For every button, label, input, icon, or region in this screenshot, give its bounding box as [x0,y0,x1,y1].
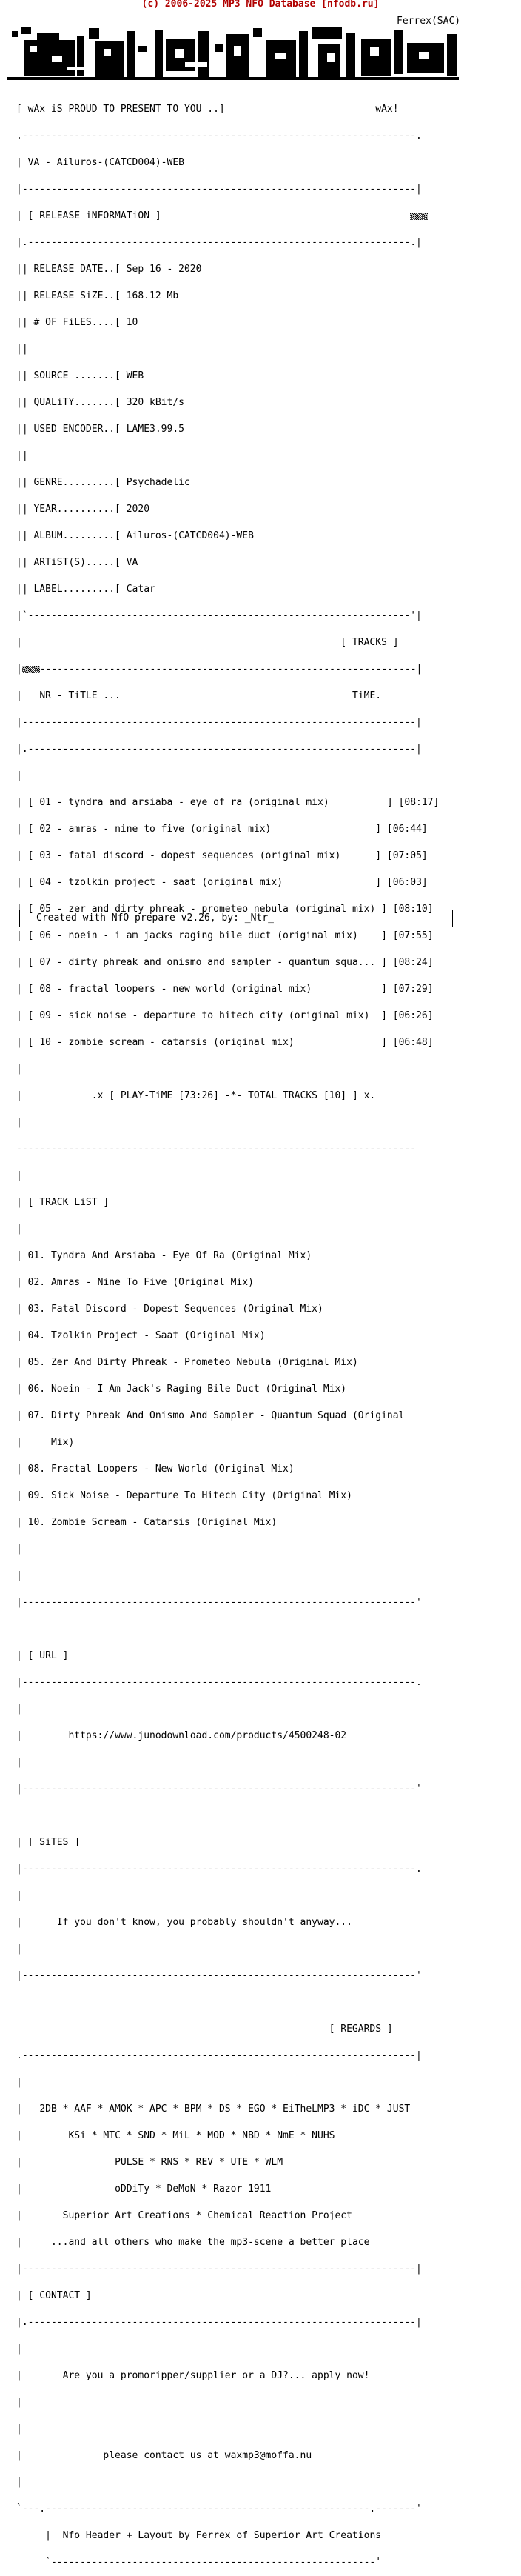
info-label: GENRE.........[ [33,477,121,488]
sites-heading: [ SiTES ] [27,1837,81,1848]
track-header-title: NR - TiTLE ... [39,690,121,701]
shade-block [410,213,428,220]
blank-line: | [16,1943,22,1955]
blank-line: | [16,1890,22,1901]
info-label: ARTiST(S).....[ [33,557,121,568]
info-value: Sep 16 - 2020 [126,264,202,275]
tracks-heading-line: | [ TRACKS ] [16,637,399,648]
regards-line: | PULSE * RNS * REV * UTE * WLM [16,2157,283,2168]
rule-line: |--------------------------------------------------------------------' [16,1783,422,1795]
info-row: || # OF FiLES....[ 10 [16,317,138,328]
blank-line: | [16,1224,22,1235]
blank-line: | [16,1170,22,1181]
track-title: tyndra and arsiaba - eye of ra (original mix) [68,797,329,808]
logo-credit: Ferrex(SAC) [397,16,461,27]
blank-line: | [16,1544,22,1555]
track-row: | [ 07 - dirty phreak and onismo and sampler - quantum squa... ] [08:24] [16,957,434,968]
info-value: WEB [126,370,144,381]
rule-line: |.-------------------------------------------------------------------| [16,2317,422,2328]
info-row: || ARTiST(S).....[ VA [16,557,138,568]
track-title: amras - nine to five (original mix) [68,824,272,835]
track-time: 07:05 [392,850,422,861]
track-nr: 05 [39,904,51,915]
info-value: VA [126,557,138,568]
release-title: VA - Ailuros-(CATCD004)-WEB [27,157,184,168]
blank-line: | [16,2343,22,2355]
track-time: 07:29 [398,984,428,995]
info-value: Ailuros-(CATCD004)-WEB [126,530,254,541]
blank-line: | [16,1064,22,1075]
rule-line: .--------------------------------------------------------------------| [16,2050,422,2061]
blank-line [16,1812,460,1821]
release-url-link[interactable]: https://www.junodownload.com/products/4500248-02 [68,1730,347,1741]
track-time: 06:26 [398,1010,428,1021]
track-time: 06:03 [392,877,422,888]
info-label: RELEASE DATE..[ [33,264,121,275]
track-nr: 06 [39,930,51,941]
rule-line: |--------------------------------------------------------------------| [16,717,422,728]
layout-credit-line: | Nfo Header + Layout by Ferrex of Superior Art Creations [16,2530,382,2541]
info-value: 320 kBit/s [126,397,184,408]
track-row: | [ 06 - noein - i am jacks raging bile duct (original mix) ] [07:55] [16,930,434,941]
track-title: fractal loopers - new world (original mix) [68,984,312,995]
info-value: 168.12 Mb [126,290,179,301]
blank-line: | [16,1117,22,1128]
info-label: LABEL.........[ [33,584,121,595]
intro-line [16,105,460,114]
info-row: || SOURCE .......[ WEB [16,370,144,381]
track-title: zombie scream - catarsis (original mix) [68,1037,295,1048]
info-row: || LABEL.........[ Catar [16,584,155,595]
sites-heading-line: | [ SiTES ] [16,1837,81,1848]
track-list-text: 07. Dirty Phreak And Onismo And Sampler - Quantum Squad (Original [27,1410,405,1421]
track-row: | [ 03 - fatal discord - dopest sequences (original mix) ] [07:05] [16,850,428,861]
rule-line: .--------------------------------------------------------------------. [16,130,422,141]
track-time: 08:24 [398,957,428,968]
regards-heading-line [16,2025,460,2034]
track-nr: 07 [39,957,51,968]
blank-line: | [16,2397,22,2408]
info-value: 2020 [126,504,150,515]
blank-line: | [16,2423,22,2435]
track-list-heading-line: | [ TRACK LiST ] [16,1197,110,1208]
regards-text: Superior Art Creations * Chemical Reaction Project [62,2210,352,2221]
track-row: | [ 10 - zombie scream - catarsis (original mix) ] [06:48] [16,1037,434,1048]
blank-line: | [16,1757,22,1768]
track-list-item: | 08. Fractal Loopers - New World (Original Mix) [16,1464,295,1475]
track-title: tzolkin project - saat (original mix) [68,877,283,888]
info-label: # OF FiLES....[ [33,317,121,328]
info-row: || YEAR..........[ 2020 [16,504,150,515]
track-list-item: | 07. Dirty Phreak And Onismo And Sampler - Quantum Squad (Original [16,1410,405,1421]
logo-tag: wAx! [375,104,399,115]
regards-line: | oDDiTy * DeMoN * Razor 1911 [16,2183,272,2195]
rule-line: |--------------------------------------------------------------------. [16,1863,422,1875]
track-row: | [ 01 - tyndra and arsiaba - eye of ra (original mix) ] [08:17] [16,797,440,808]
track-title: dirty phreak and onismo and sampler - quantum squa... [68,957,376,968]
rule-line: `---.--------------------------------------------------------.-------' [16,2503,422,2515]
regards-line: | ...and all others who make the mp3-scene a better place [16,2237,370,2248]
track-list-text: 05. Zer And Dirty Phreak - Prometeo Nebula (Original Mix) [27,1357,358,1368]
url-heading-line: | [ URL ] [16,1650,69,1661]
rule-line: |--------------------------------------------------------------------' [16,1597,422,1608]
rule-line: | -----------------------------------------------------------------| [16,664,423,675]
nfo-prepare-stamp [19,910,453,927]
rule-line: |--------------------------------------------------------------------. [16,1677,422,1688]
regards-line: | Superior Art Creations * Chemical Reaction Project [16,2210,352,2221]
playtime-summary: .x [ PLAY-TiME [73:26] -*- TOTAL TRACKS [10] ] x. [91,1090,376,1101]
rule-line: --------------------------------------------------------------------- [16,1144,417,1155]
release-info-heading: [ RELEASE iNFORMATiON ] [27,210,161,221]
track-row: | [ 04 - tzolkin project - saat (original mix) ] [06:03] [16,877,428,888]
rule-line: |`------------------------------------------------------------------'| [16,610,422,621]
regards-line: | KSi * MTC * SND * MiL * MOD * NBD * NmE * NUHS [16,2130,335,2141]
regards-text: KSi * MTC * SND * MiL * MOD * NBD * NmE * NUHS [68,2130,335,2141]
nfo-document [16,87,460,2576]
info-label: ALBUM.........[ [33,530,121,541]
rule-line: |--------------------------------------------------------------------| [16,184,422,195]
track-time: 08:17 [404,797,434,808]
blank-line [16,1998,460,2007]
tracks-heading: [ TRACKS ] [340,637,399,648]
info-row: || USED ENCODER..[ LAME3.99.5 [16,424,184,435]
track-list-item: | 04. Tzolkin Project - Saat (Original Mix) [16,1330,266,1341]
release-info-heading-line: | [ RELEASE iNFORMATiON ] [16,212,460,221]
wax-ascii-logo [7,24,466,89]
track-header-time: TiME. [352,690,382,701]
track-time: 06:44 [392,824,422,835]
track-list-item: | 09. Sick Noise - Departure To Hitech City (Original Mix) [16,1490,352,1501]
info-value: 10 [126,317,138,328]
contact-text: Are you a promoripper/supplier or a DJ?... apply now! [62,2370,370,2381]
info-row: || RELEASE SiZE..[ 168.12 Mb [16,290,179,301]
contact-line: | Are you a promoripper/supplier or a DJ?... apply now! [16,2370,370,2381]
url-line: | https://www.junodownload.com/products/4500248-02 [16,1730,347,1741]
track-list-text: 09. Sick Noise - Departure To Hitech City (Original Mix) [27,1490,352,1501]
rule-line: |.-------------------------------------------------------------------| [16,744,422,755]
track-title: zer and dirty phreak - prometeo nebula (original mix) [68,904,376,915]
track-title: fatal discord - dopest sequences (original mix) [68,850,341,861]
track-list-text: Mix) [27,1437,75,1448]
track-list-item: | Mix) [16,1437,75,1448]
url-heading: [ URL ] [27,1650,69,1661]
info-label: QUALiTY.......[ [33,397,121,408]
track-list-item: | 05. Zer And Dirty Phreak - Prometeo Nebula (Original Mix) [16,1357,358,1368]
track-list-item: | 02. Amras - Nine To Five (Original Mix) [16,1277,254,1288]
sites-line: | If you don't know, you probably shouldn't anyway... [16,1917,352,1928]
track-list-item: | 10. Zombie Scream - Catarsis (Original Mix) [16,1517,278,1528]
track-header-line: | NR - TiTLE ... TiME. [16,690,382,701]
blank-line: | [16,1570,22,1581]
track-list-item: | 01. Tyndra And Arsiaba - Eye Of Ra (Original Mix) [16,1250,312,1261]
contact-line: | please contact us at waxmp3@moffa.nu [16,2450,312,2461]
layout-credit: Nfo Header + Layout by Ferrex of Superior Art Creations [62,2530,382,2541]
track-list-item: | 03. Fatal Discord - Dopest Sequences (Original Mix) [16,1304,323,1315]
track-list-text: 10. Zombie Scream - Catarsis (Original Mix) [27,1517,278,1528]
regards-text: 2DB * AAF * AMOK * APC * BPM * DS * EGO * EiTheLMP3 * iDC * JUST [39,2103,411,2115]
track-nr: 04 [39,877,51,888]
regards-line: | 2DB * AAF * AMOK * APC * BPM * DS * EGO * EiTheLMP3 * iDC * JUST [16,2103,411,2115]
track-nr: 10 [39,1037,51,1048]
nfodb-banner: (c) 2006-2025 MP3 NFO Database [nfodb.ru] [141,0,380,10]
track-time: 07:55 [398,930,428,941]
sites-text: If you don't know, you probably shouldn't anyway... [56,1917,352,1928]
info-row: || GENRE.........[ Psychadelic [16,477,190,488]
info-label: YEAR..........[ [33,504,121,515]
track-row: | [ 09 - sick noise - departure to hitech city (original mix) ] [06:26] [16,1010,434,1021]
info-row: || RELEASE DATE..[ Sep 16 - 2020 [16,264,202,275]
playtime-line: | .x [ PLAY-TiME [73:26] -*- TOTAL TRACKS [10] ] x. [16,1090,376,1101]
regards-text: oDDiTy * DeMoN * Razor 1911 [115,2183,272,2195]
info-value: LAME3.99.5 [126,424,184,435]
info-value: Catar [126,584,155,595]
blank-line: | [16,770,22,781]
blank-line: | [16,1704,22,1715]
track-list-text: 04. Tzolkin Project - Saat (Original Mix) [27,1330,266,1341]
regards-text: PULSE * RNS * REV * UTE * WLM [115,2157,283,2168]
blank-line: | [16,2477,22,2488]
track-nr: 03 [39,850,51,861]
rule-line: |--------------------------------------------------------------------| [16,2263,422,2275]
info-row: || ALBUM.........[ Ailuros-(CATCD004)-WEB [16,530,254,541]
rule-line: |--------------------------------------------------------------------' [16,1970,422,1981]
info-label: USED ENCODER..[ [33,424,121,435]
blank-line: | [16,2077,22,2088]
blank-line [16,1625,460,1634]
track-row: | [ 02 - amras - nine to five (original mix) ] [06:44] [16,824,428,835]
track-row: | [ 05 - zer and dirty phreak - prometeo nebula (original mix) ] [08:10] [16,904,434,915]
track-list-text: 02. Amras - Nine To Five (Original Mix) [27,1277,254,1288]
info-label: RELEASE SiZE..[ [33,290,121,301]
track-list-item: | 06. Noein - I Am Jack's Raging Bile Duct (Original Mix) [16,1384,347,1395]
contact-email[interactable]: please contact us at waxmp3@moffa.nu [103,2450,312,2461]
track-list-text: 06. Noein - I Am Jack's Raging Bile Duct (Original Mix) [27,1384,347,1395]
contact-heading-line: | [ CONTACT ] [16,2290,92,2301]
rule-line: |.------------------------------------------------------------------.| [16,237,422,248]
track-time: 08:10 [398,904,428,915]
track-nr: 09 [39,1010,51,1021]
created-with-text: Created with NfO prepare v2.26, by: _Ntr_ [36,912,274,924]
track-nr: 08 [39,984,51,995]
info-value: Psychadelic [126,477,190,488]
track-list-text: 01. Tyndra And Arsiaba - Eye Of Ra (Original Mix) [27,1250,312,1261]
track-time: 06:48 [398,1037,428,1048]
track-list-text: 08. Fractal Loopers - New World (Original Mix) [27,1464,295,1475]
info-label: SOURCE .......[ [33,370,121,381]
track-list-text: 03. Fatal Discord - Dopest Sequences (Original Mix) [27,1304,323,1315]
intro-text: [ wAx iS PROUD TO PRESENT TO YOU ..] [16,104,225,115]
track-nr: 02 [39,824,51,835]
rule-line: `--------------------------------------------------------' [16,2557,382,2568]
track-list-heading: [ TRACK LiST ] [27,1197,110,1208]
track-nr: 01 [39,797,51,808]
track-title: noein - i am jacks raging bile duct (original mix) [68,930,358,941]
track-row: | [ 08 - fractal loopers - new world (original mix) ] [07:29] [16,984,434,995]
info-row: || [16,450,28,461]
regards-text: ...and all others who make the mp3-scene a better place [50,2237,370,2248]
shade-block [22,666,40,673]
release-title-line: | VA - Ailuros-(CATCD004)-WEB [16,157,184,168]
info-row: || QUALiTY.......[ 320 kBit/s [16,397,184,408]
regards-heading: [ REGARDS ] [329,2023,393,2035]
track-title: sick noise - departure to hitech city (original mix) [68,1010,370,1021]
info-row: || [16,344,28,355]
contact-heading: [ CONTACT ] [27,2290,92,2301]
